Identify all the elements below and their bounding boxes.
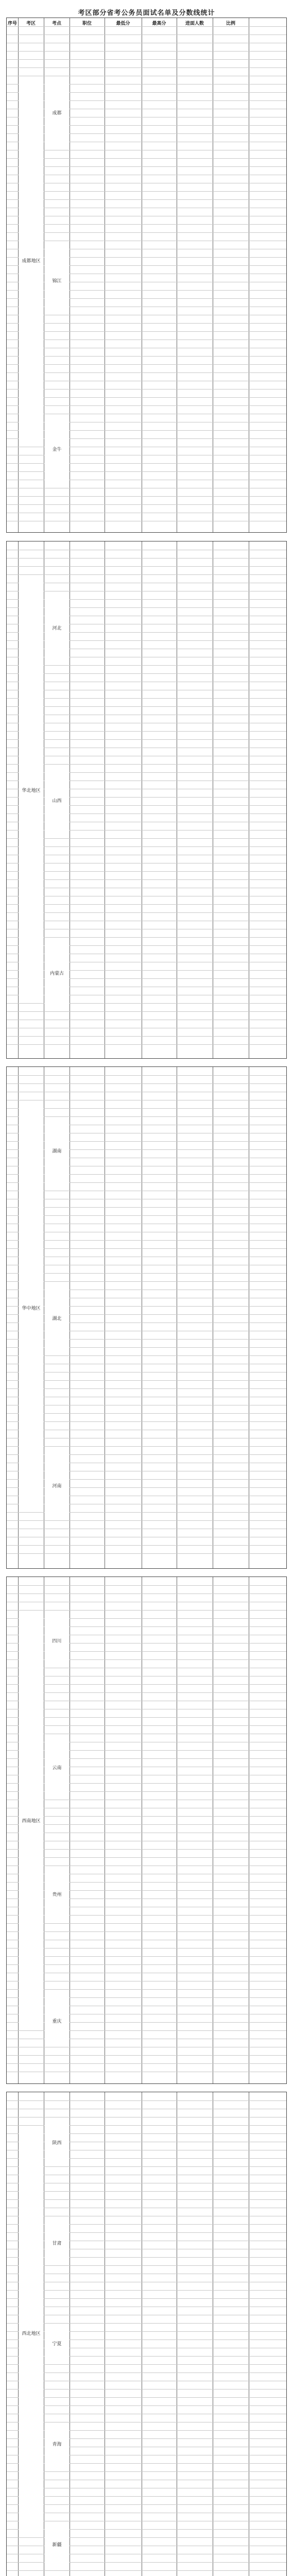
column-header: 进面人数	[185, 21, 204, 26]
row-rule	[7, 2100, 287, 2101]
row-rule	[7, 2290, 287, 2291]
district-cell: 内蒙古	[44, 939, 70, 1008]
row-rule	[7, 879, 287, 880]
row-rule	[7, 1553, 287, 1554]
district-cell: 成都	[44, 79, 70, 146]
district-cell: 锦江	[44, 247, 70, 315]
column-header: 比例	[226, 21, 235, 26]
row-rule	[7, 1824, 287, 1825]
row-rule	[7, 232, 287, 233]
district-cell: 宁夏	[44, 2324, 70, 2364]
row-rule	[7, 191, 287, 192]
row-rule	[7, 199, 287, 200]
district-cell: 山西	[44, 766, 70, 835]
row-rule	[7, 1036, 287, 1037]
row-rule	[7, 2199, 287, 2200]
column-header: 考点	[51, 21, 61, 26]
district-cell: 陕西	[44, 2123, 70, 2163]
table-section	[6, 1577, 287, 2084]
row-rule	[7, 1684, 287, 1685]
row-rule	[7, 2496, 287, 2497]
row-rule	[7, 706, 287, 707]
row-rule	[7, 1240, 287, 1241]
row-rule	[7, 2372, 287, 2373]
district-cell: 甘肃	[44, 2223, 70, 2263]
row-rule	[7, 26, 287, 27]
row-rule	[7, 838, 287, 839]
row-rule	[7, 1849, 287, 1850]
row-rule	[7, 731, 287, 732]
row-rule	[7, 1857, 287, 1858]
row-rule	[7, 2166, 287, 2167]
row-rule	[7, 2063, 287, 2064]
row-rule	[7, 1248, 287, 1249]
row-rule	[7, 224, 287, 225]
row-rule	[7, 2504, 287, 2505]
row-rule	[7, 2055, 287, 2056]
row-rule	[7, 397, 287, 398]
column-header: 最高分	[152, 21, 166, 26]
row-rule	[7, 871, 287, 872]
document-title: 考区部分省考公务员面试名单及分数线统计	[78, 9, 215, 17]
row-rule	[7, 739, 287, 740]
row-rule	[7, 2570, 287, 2571]
region-cell: 华北地区	[19, 583, 44, 997]
row-rule	[7, 1413, 287, 1414]
district-cell: 河北	[44, 594, 70, 663]
row-rule	[7, 1545, 287, 1546]
district-cell: 新疆	[44, 2524, 70, 2565]
table-section	[6, 1066, 287, 1569]
row-rule	[7, 1044, 287, 1045]
row-rule	[7, 323, 287, 324]
row-rule	[7, 904, 287, 905]
row-rule	[7, 1989, 287, 1990]
row-rule	[7, 1520, 287, 1521]
row-rule	[7, 1692, 287, 1693]
row-rule	[7, 1816, 287, 1817]
region-cell: 成都地区	[19, 80, 44, 440]
column-header: 最低分	[116, 21, 130, 26]
row-rule	[7, 158, 287, 159]
row-rule	[7, 1011, 287, 1012]
row-rule	[7, 912, 287, 913]
district-cell: 贵州	[44, 1869, 70, 1920]
row-rule	[7, 2298, 287, 2299]
district-cell: 云南	[44, 1742, 70, 1793]
region-cell: 西南地区	[19, 1618, 44, 2023]
row-rule	[7, 1610, 287, 1611]
row-rule	[7, 372, 287, 373]
district-cell: 河南	[44, 1452, 70, 1519]
row-rule	[7, 665, 287, 666]
table-section	[6, 18, 287, 533]
region-cell: 华中地区	[19, 1108, 44, 1507]
row-rule	[7, 356, 287, 357]
row-rule	[7, 937, 287, 938]
row-rule	[7, 1585, 287, 1586]
row-rule	[7, 331, 287, 332]
row-rule	[7, 673, 287, 674]
column-header: 考区	[26, 21, 36, 26]
district-cell: 青海	[44, 2424, 70, 2464]
row-rule	[7, 846, 287, 847]
row-rule	[7, 1355, 287, 1356]
district-cell: 四川	[44, 1615, 70, 1666]
district-cell: 重庆	[44, 1996, 70, 2047]
row-rule	[7, 2265, 287, 2266]
region-cell: 西北地区	[19, 2133, 44, 2533]
district-cell: 湖北	[44, 1285, 70, 1352]
row-rule	[7, 405, 287, 406]
row-rule	[7, 67, 287, 68]
district-cell: 金牛	[44, 415, 70, 483]
row-rule	[7, 1075, 287, 1076]
row-rule	[7, 764, 287, 765]
row-rule	[7, 51, 287, 52]
table-section	[6, 541, 287, 1059]
row-rule	[7, 1207, 287, 1208]
row-rule	[7, 1083, 287, 1084]
row-rule	[7, 2471, 287, 2472]
column-header: 职位	[82, 21, 92, 26]
row-rule	[7, 1215, 287, 1216]
row-rule	[7, 1931, 287, 1932]
row-rule	[7, 1108, 287, 1109]
row-rule	[7, 2405, 287, 2406]
row-rule	[7, 2397, 287, 2398]
row-rule	[7, 364, 287, 365]
district-cell: 湖南	[44, 1117, 70, 1184]
row-rule	[7, 574, 287, 575]
row-rule	[7, 1273, 287, 1274]
row-rule	[7, 2191, 287, 2192]
row-rule	[7, 504, 287, 505]
table-section	[6, 2092, 287, 2576]
row-rule	[7, 566, 287, 567]
row-rule	[7, 2364, 287, 2365]
row-rule	[7, 496, 287, 497]
row-rule	[7, 1446, 287, 1447]
row-rule	[7, 1956, 287, 1957]
row-rule	[7, 1421, 287, 1422]
row-rule	[7, 59, 287, 60]
row-rule	[7, 1923, 287, 1924]
row-rule	[7, 1964, 287, 1965]
row-rule	[7, 166, 287, 167]
row-rule	[7, 1725, 287, 1726]
row-rule	[7, 698, 287, 699]
row-rule	[7, 1388, 287, 1389]
column-header: 序号	[7, 21, 17, 26]
row-rule	[7, 1717, 287, 1718]
row-rule	[7, 1281, 287, 1282]
row-rule	[7, 1380, 287, 1381]
